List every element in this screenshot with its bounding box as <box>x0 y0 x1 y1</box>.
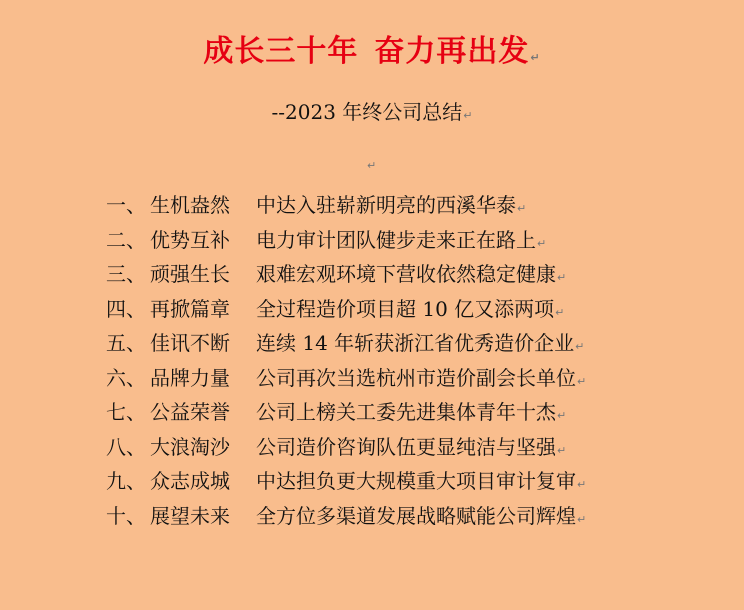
paragraph-mark-icon: ↵ <box>530 51 541 64</box>
item-heading: 大浪淘沙 <box>150 434 230 459</box>
item-text: 公司再次当选杭州市造价副会长单位 <box>256 365 576 390</box>
item-text: 全过程造价项目超 10 亿又添两项 <box>256 296 555 321</box>
subtitle-text: --2023 年终公司总结 <box>271 100 463 124</box>
item-text: 公司造价咨询队伍更显纯洁与坚强 <box>256 434 556 459</box>
document-title <box>0 26 744 70</box>
item-text: 公司上榜关工委先进集体青年十杰 <box>256 400 556 424</box>
item-number: 七、 <box>106 400 146 424</box>
item-heading: 顽强生长 <box>150 262 230 286</box>
item-number: 十、 <box>106 503 146 528</box>
list-item <box>106 326 726 361</box>
paragraph-mark-icon: ↵ <box>577 374 587 388</box>
item-number: 三、 <box>106 262 146 286</box>
list-item <box>106 257 726 292</box>
document-subtitle <box>0 96 744 125</box>
paragraph-mark-icon: ↵ <box>537 236 547 250</box>
item-text: 中达入驻崭新明亮的西溪华泰 <box>256 193 516 217</box>
paragraph-mark-icon: ↵ <box>557 409 567 422</box>
list-item <box>106 223 726 258</box>
item-number: 二、 <box>106 227 146 252</box>
title-part-2: 奋力再出发 <box>374 34 530 69</box>
item-text: 电力审计团队健步走来正在路上 <box>256 227 536 252</box>
list-item <box>106 395 726 430</box>
item-number: 一、 <box>106 193 146 217</box>
list-item <box>106 464 726 499</box>
item-number: 五、 <box>106 331 146 355</box>
item-heading: 展望未来 <box>150 503 230 528</box>
item-text: 艰难宏观环境下营收依然稳定健康 <box>256 262 556 286</box>
item-text: 连续 14 年斩获浙江省优秀造价企业 <box>256 331 575 355</box>
paragraph-mark-icon: ↵ <box>463 109 473 122</box>
item-number: 八、 <box>106 434 146 459</box>
title-part-1: 成长三十年 <box>203 34 359 69</box>
paragraph-mark-icon: ↵ <box>557 271 567 284</box>
list-item <box>106 292 726 327</box>
item-heading: 生机盎然 <box>150 193 230 217</box>
item-heading: 品牌力量 <box>150 365 230 390</box>
item-number: 九、 <box>106 469 146 493</box>
item-heading: 佳讯不断 <box>150 331 230 355</box>
item-heading: 公益荣誉 <box>150 400 230 424</box>
empty-paragraph <box>366 154 376 173</box>
item-text: 中达担负更大规模重大项目审计复审 <box>256 469 576 493</box>
list-item <box>106 499 726 534</box>
paragraph-mark-icon: ↵ <box>575 340 585 353</box>
list-item <box>106 430 726 465</box>
paragraph-mark-icon: ↵ <box>555 305 565 319</box>
paragraph-mark-icon: ↵ <box>577 478 587 491</box>
list-item <box>106 361 726 396</box>
item-text: 全方位多渠道发展战略赋能公司辉煌 <box>256 503 576 528</box>
item-heading: 再掀篇章 <box>150 296 230 321</box>
item-heading: 优势互补 <box>150 227 230 252</box>
paragraph-mark-icon: ↵ <box>557 443 567 457</box>
item-heading: 众志成城 <box>150 469 230 493</box>
list-item <box>106 188 726 223</box>
item-number: 四、 <box>106 296 146 321</box>
summary-list <box>106 188 726 533</box>
paragraph-mark-icon: ↵ <box>577 512 587 526</box>
paragraph-mark-icon: ↵ <box>517 202 527 215</box>
paragraph-mark-icon: ↵ <box>367 159 377 172</box>
item-number: 六、 <box>106 365 146 390</box>
